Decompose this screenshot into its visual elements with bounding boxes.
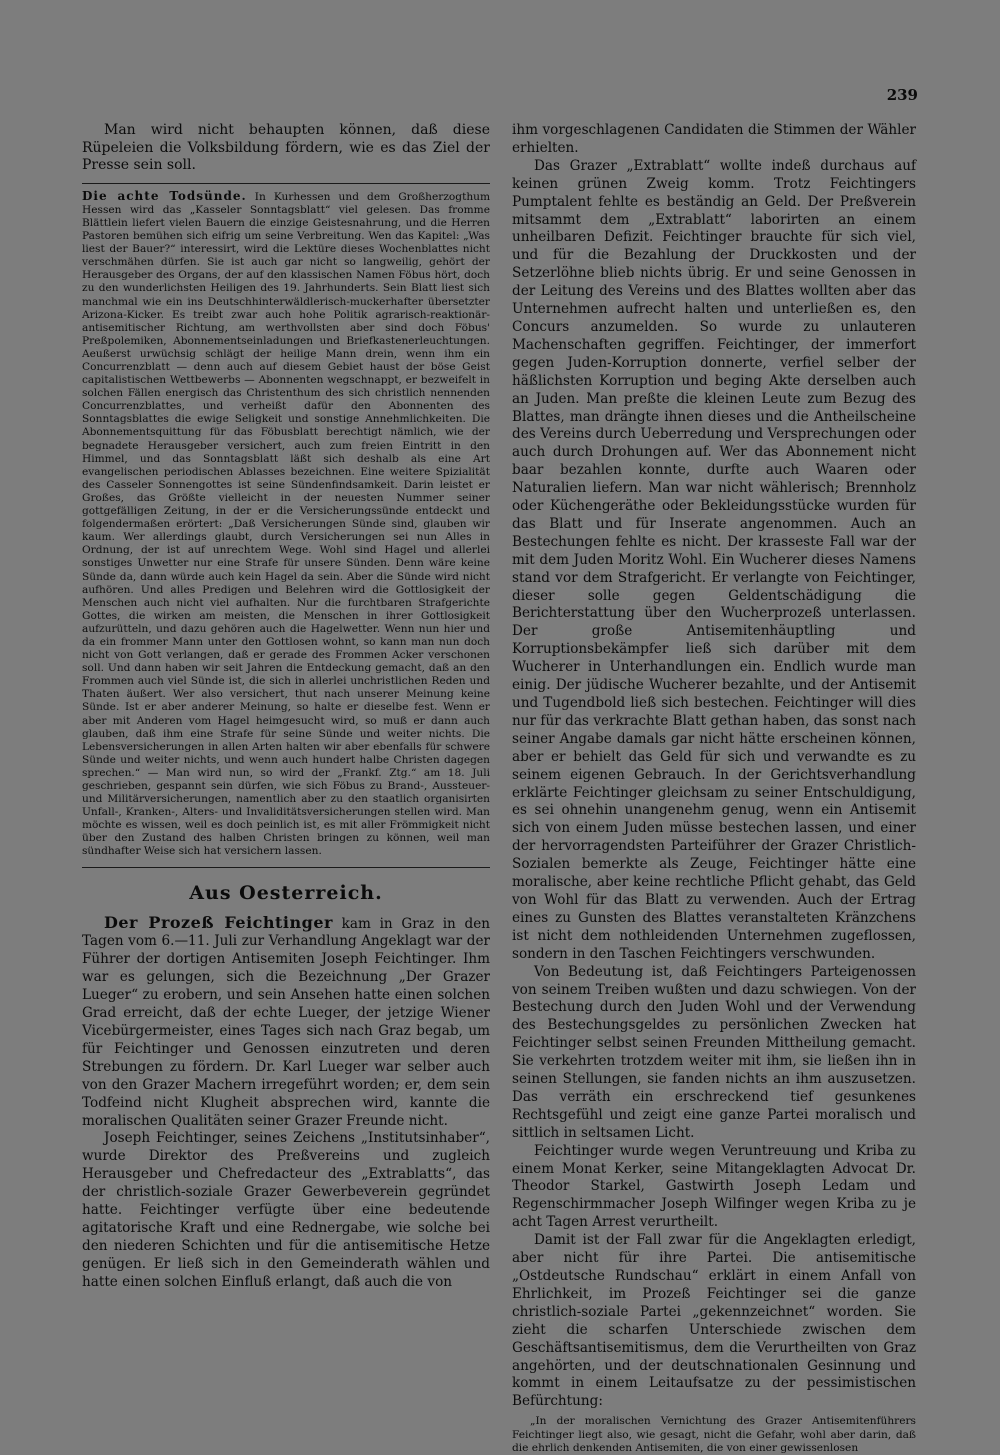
article-body: In Kurhessen und dem Großherzogthum Hessen wird das „Kasseler Sonntagsblatt“ viel gelesen. Das fromme Blättlein liefert vielen Bauern die einzige Geistesnahrung, und die Herren Pastoren bemühen sich eifrig um seine Verbreitung. Wen das Kapitel: „Was liest der Bauer?“ interessirt, wird die Lektüre dieses Wochenblattes nicht verschmähen dürfen. Sie ist auch gar nicht so langweilig, gehört der Herausgeber des Organs, der auf den klassischen Namen Föbus hört, doch zu den wunderlichsten Heiligen des 19. Jahrhunderts. Sein Blatt liest sich manchmal wie ein ins Deutschhinterwäldlerisch-muckerhafter übersetzter Arizona-Kicker. Es treibt zwar auch hohe Politik agrarisch-reaktionär-antisemitischer Richtung, am werthvollsten aber sind doch Föbus' Preßpolemiken, Abonnementseinladungen und Briefkastenerleuchtungen. Aeußerst urwüchsig schlägt der heilige Mann drein, wenn ihm ein Concurrenzblatt — denn auch auf diesem Gebiet haust der böse Geist capitalistischen Wettbewerbs — Abonnenten wegschnappt, er bezweifelt in solchen Fällen energisch das Christenthum des sich christlich nennenden Concurrenzblattes, und verheißt dafür den Abonnenten des Sonntagsblattes die ewige Seligkeit und sonstige Annehmlichkeiten. Die Abonnementsquittung für das Föbusblatt berechtigt nämlich, wie der begnadete Herausgeber versichert, auch zum freien Eintritt in den Himmel, und das Sonntagsblatt läßt sich deshalb als eine Art evangelischen periodischen Ablasses bezeichnen. Eine weitere Spizialität des Casseler Sonnengottes ist seine Sündenfindsamkeit. Darin leistet er Großes, das Größte vielleicht in der neuesten Nummer seiner gottgefälligen Zeitung, in der er die Versicherungssünde entdeckt und folgendermaßen erörtert: „Daß Versicherungen Sünde sind, glauben wir kaum. Wer allerdings glaubt, durch Versicherungen sei nun Alles in Ordnung, der ist auf unrechtem Wege. Wohl sind Hagel und allerlei sonstiges Unwetter nur eine Strafe für unsere Sünden. Denn wäre keine Sünde da, dann würde auch kein Hagel da sein. Aber die Sünde wird nicht aufhören. Und alles Predigen und Belehren wird die Gottlosigkeit der Menschen auch nicht viel aufhalten. Nur die furchtbaren Strafgerichte Gottes, die wirken am meisten, die Menschen in ihrer Gottlosigkeit aufzurütteln, und dazu gehören auch die Hagelwetter. Wenn nun hier und da ein frommer Mann unter den Gottlosen wohnt, so kann man nun doch nicht von Gott verlangen, daß er gerade des Frommen Acker verschonen soll. Und dann haben wir seit Jahren die Entdeckung gemacht, daß an den Frommen auch viel Sünde ist, die sich in allerlei unchristlichen Reden und Thaten äußert. Wer also versichert, thut nach unserer Meinung keine Sünde. Ist er aber anderer Meinung, so halte er dieselbe fest. Wenn er aber mit Anderen vom Hagel heimgesucht wird, so muß er dann auch glauben, daß ihm eine Strafe für seine Sünde und weiter nichts. Die Lebensversicherungen in allen Arten halten wir aber ebenfalls für schwere Sünde und weiter nichts, und wenn auch hundert halbe Christen dagegen sprechen.“ — Man wird nun, so wird der „Frankf. Ztg.“ am 18. Juli geschrieben, gespannt sein dürfen, wie sich Föbus zu Brand-, Aussteuer- und Militärversicherungen, namentlich aber zu den staatlich organisirten Unfall-, Kranken-, Alters- und Invaliditätsversicherungen stellen wird. Man möchte es wissen, weil es doch peinlich ist, es mit aller Frömmigkeit nicht über den Zustand des halben Christen bringen zu können, weil man sündhafter Weise sich hat versichern lassen.: [82, 190, 491, 858]
article-prozess-p1: [82, 914, 490, 1131]
paragraph-extrablatt: Das Grazer „Extrablatt“ wollte indeß durchaus auf keinen grünen Zweig komm. Trotz Feichtingers Pumptalent fehlte es beständig an Geld. Der Preßverein mitsammt dem „Extrablatt“ laborirten an einem unheilbaren Defizit. Feichtinger brauchte für sich viel, und für die Bezahlung der Druckkosten und der Setzerlöhne blieb nichts übrig. Er und seine Genossen in der Leitung des Vereins und des Blattes wollten aber das Unternehmen aufrecht halten und unterließen es, den Concurs anzumelden. So wurde zu unlauteren Machenschaften gegriffen. Feichtinger, der immerfort gegen Juden-Korruption donnerte, verfiel selber der häßlichsten Korruption und beging Akte derselben auch an Juden. Man preßte die kleinen Leute zum Bezug des Blattes, man drängte ihnen dieses und die Antheilscheine des Vereins durch Ueberredung und Versprechungen oder auch durch Drohungen auf. Wer das Abonnement nicht baar bezahlen konnte, durfte auch Waaren oder Naturalien liefern. Man war nicht wählerisch; Brennholz oder Küchengeräthe oder Bekleidungsstücke wurden für das Blatt und für Inserate angenommen. Auch an Bestechungen fehlte es nicht. Der krasseste Fall war der mit dem Juden Moritz Wohl. Ein Wucherer dieses Namens stand vor dem Strafgericht. Er verlangte von Feichtinger, dieser solle gegen Geldentschädigung die Berichterstattung über den Wucherprozeß unterlassen. Der große Antisemitenhäuptling und Korruptionsbekämpfer ließ sich darüber mit dem Wucherer in Unterhandlungen ein. Endlich wurde man einig. Der jüdische Wucherer bezahlte, und der Antisemit und Tugendbold ließ sich bestechen. Feichtinger will dies nur für das verkrachte Blatt gethan haben, das sonst nach seiner Angabe damals gar nicht hätte erscheinen können, aber er behielt das Geld für sich und verwandte es zu seinem eigenen Gebrauch. In der Gerichtsverhandlung erklärte Feichtinger gleichsam zu seiner Entschuldigung, es sei ohnehin unangenehm genug, wenn ein Antisemit sich von einem Juden müsse bestechen lassen, und einer der hervorragendsten Parteiführer der Grazer Christlich-Sozialen bemerkte als Zeuge, Feichtinger hätte eine moralische, aber keine rechtliche Pflicht gehabt, das Geld von Wohl für das Blatt zu verwenden. Auch der Ertrag eines zu Gunsten des Blattes veranstalteten Kränzchens ist nicht dem nothleidenden Unternehmen zugeflossen, sondern in den Taschen Feichtingers verschwunden.: [512, 157, 916, 962]
article-body: kam in Graz in den Tagen vom 6.—11. Juli zur Verhandlung Angeklagt war der Führer der dortigen Antisemiten Joseph Feichtinger. Ihm war es gelungen, sich die Bezeichnung „Der Grazer Lueger“ zu erobern, und sein Ansehen hatte einen solchen Grad erreicht, daß der echte Lueger, der jetzige Wiener Vicebürgermeister, eines Tages sich nach Graz begab, um für Feichtinger und Genossen einzutreten und deren Strebungen zu fördern. Dr. Karl Lueger war selber auch von den Grazer Machern irregeführt worden; er, dem sein Todfeind nicht Klugheit absprechen wird, kannte die moralischen Qualitäten seiner Grazer Freunde nicht.: [82, 915, 490, 1129]
paragraph-bedeutung: Von Bedeutung ist, daß Feichtingers Parteigenossen von seinem Treiben wußten und dazu schwiegen. Von der Bestechung durch den Juden Wohl und der Verwendung des Bestechungsgeldes zu persönlichen Zwecken hat Feichtinger selbst seinen Freunden Mittheilung gemacht. Sie verkehrten trotzdem weiter mit ihm, sie ließen ihn in seinen Stellungen, sie fanden nichts an ihm auszusetzen. Das verräth ein erschreckend tief gesunkenes Rechtsgefühl und zeigt eine ganze Partei moralisch und sittlich in seltsamen Licht.: [512, 963, 916, 1141]
quote-paragraph: „In der moralischen Vernichtung des Grazer Antisemitenführers Feichtinger liegt also, wie gesagt, nicht die Gefahr, wohl aber darin, daß die ehrlich denkenden Antisemiten, die von einer gewissenlosen: [512, 1415, 916, 1455]
article-title: Die achte Todsünde.: [82, 188, 247, 203]
article-prozess-p2: Joseph Feichtinger, seines Zeichens „Institutsinhaber“, wurde Direktor des Preßvereins und zugleich Herausgeber und Chefredacteur des „Extrablatts“, das der christlich-soziale Grazer Gewerbeverein gegründet hatte. Feichtinger verfügte über eine bedeutende agitatorische Kraft und eine Rednergabe, wie solche bei den niederen Schichten und für die antisemitische Hetze genügen. Er ließ sich in den Gemeinderath wählen und hatte einen solchen Einfluß erlangt, daß auch die von: [82, 1130, 490, 1290]
right-column: [512, 122, 916, 1455]
section-divider: [82, 867, 490, 868]
paragraph-partei: Damit ist der Fall zwar für die Angeklagten erledigt, aber nicht für ihre Partei. Die antisemitische „Ostdeutsche Rundschau“ erklärt in einem Anfall von Ehrlichkeit, im Prozeß Feichtinger sei die ganze christlich-soziale Partei „gekennzeichnet“ worden. Sie zieht die scharfen Unterschiede zwischen dem Geschäftsantisemitismus, dem die Verurtheilten von Graz angehörten, und der deutschnationalen Gesinnung und kommt in einem Leitaufsatze zu der pessimistischen Befürchtung:: [512, 1232, 916, 1410]
section-divider: [82, 183, 490, 184]
page-number: 239: [886, 86, 918, 104]
lead-paragraph: Man wird nicht behaupten können, daß diese Rüpeleien die Volksbildung fördern, wie es das Ziel der Presse sein soll.: [82, 122, 490, 174]
paragraph-urteil: Feichtinger wurde wegen Veruntreuung und Kriba zu einem Monat Kerker, seine Mitangeklagten Advocat Dr. Theodor Starkel, Gastwirth Joseph Ledam und Regenschirmmacher Joseph Wilfinger wegen Kriba zu je acht Tagen Arrest verurtheilt.: [512, 1142, 916, 1231]
article-todsuende: [82, 190, 490, 859]
left-column: [82, 122, 490, 1292]
article-title: Der Prozeß Feichtinger: [104, 912, 333, 932]
section-heading: Aus Oesterreich.: [189, 881, 383, 904]
continuation-paragraph: ihm vorgeschlagenen Candidaten die Stimmen der Wähler erhielten.: [512, 122, 916, 156]
